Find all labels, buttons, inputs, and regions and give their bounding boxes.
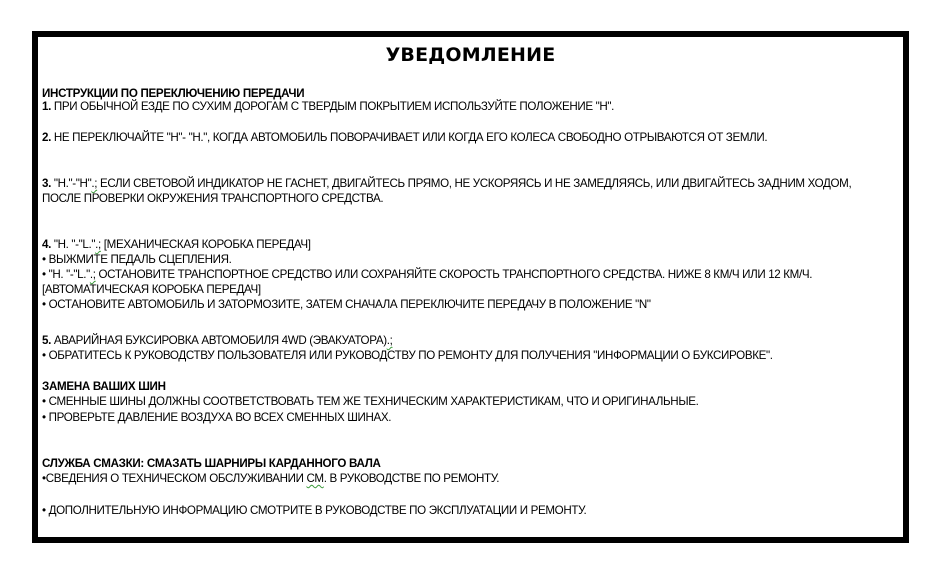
item-mark: .; xyxy=(386,334,393,347)
notice-frame xyxy=(32,31,909,543)
item-text: •СВЕДЕНИЯ О ТЕХНИЧЕСКОМ ОБСЛУЖИВАНИИ xyxy=(42,472,307,485)
shift-item-5-bullet: • ОБРАТИТЕСЬ К РУКОВОДСТВУ ПОЛЬЗОВАТЕЛЯ ИЛИ РУКОВОДСТВУ ПО РЕМОНТУ ДЛЯ ПОЛУЧЕНИЯ "ИНФОРМАЦИИ О БУКСИРОВКЕ". xyxy=(42,349,773,362)
item-text: ПРИ ОБЫЧНОЙ ЕЗДЕ ПО СУХИМ ДОРОГАМ С ТВЕРДЫМ ПОКРЫТИЕМ ИСПОЛЬЗУЙТЕ ПОЛОЖЕНИЕ "H". xyxy=(50,100,615,113)
item-text: АВАРИЙНАЯ БУКСИРОВКА АВТОМОБИЛЯ 4WD (ЭВАКУАТОРА) xyxy=(50,334,387,347)
shift-item-3-line-2: ПОСЛЕ ПРОВЕРКИ ОКРУЖЕНИЯ ТРАНСПОРТНОГО СРЕДСТВА. xyxy=(42,192,384,205)
notice-title: УВЕДОМЛЕНИЕ xyxy=(385,44,556,66)
item-text: ОСТАНОВИТЕ ТРАНСПОРТНОЕ СРЕДСТВО ИЛИ СОХРАНЯЙТЕ СКОРОСТЬ ТРАНСПОРТНОГО СРЕДСТВА. НИЖЕ 8 КМ/Ч ИЛИ 12 КМ/Ч. xyxy=(95,268,813,281)
shift-item-5 xyxy=(42,334,392,348)
item-mark: СМ xyxy=(306,472,324,485)
item-text: [МЕХАНИЧЕСКАЯ КОРОБКА ПЕРЕДАЧ] xyxy=(100,238,311,251)
tires-bullet-2: • ПРОВЕРЬТЕ ДАВЛЕНИЕ ВОЗДУХА ВО ВСЕХ СМЕННЫХ ШИНАХ. xyxy=(42,411,392,424)
shift-item-4-line-1 xyxy=(42,238,311,252)
shift-item-4-bullet-2 xyxy=(42,268,812,282)
shift-item-4-bullet-1: • ВЫЖМИТЕ ПЕДАЛЬ СЦЕПЛЕНИЯ. xyxy=(42,253,232,266)
shift-item-2 xyxy=(42,131,767,145)
item-code: • "H. "-"L." xyxy=(42,268,90,281)
item-text: . В РУКОВОДСТВЕ ПО РЕМОНТУ. xyxy=(323,472,500,485)
section-heading-shift: ИНСТРУКЦИИ ПО ПЕРЕКЛЮЧЕНИЮ ПЕРЕДАЧИ xyxy=(42,87,305,100)
lube-bullet-1 xyxy=(42,472,499,486)
item-number: 1. xyxy=(42,100,51,113)
item-number: 3. xyxy=(42,177,51,190)
item-mark: .; xyxy=(95,238,101,251)
shift-item-4-auto: [АВТОМАТИЧЕСКАЯ КОРОБКА ПЕРЕДАЧ] xyxy=(42,283,261,296)
section-heading-lube: СЛУЖБА СМАЗКИ: СМАЗАТЬ ШАРНИРЫ КАРДАННОГО ВАЛА xyxy=(42,457,381,470)
item-mark: .; xyxy=(89,268,96,281)
lube-bullet-2: • ДОПОЛНИТЕЛЬНУЮ ИНФОРМАЦИЮ СМОТРИТЕ В РУКОВОДСТВЕ ПО ЭКСПЛУАТАЦИИ И РЕМОНТУ. xyxy=(42,504,587,517)
section-heading-tires: ЗАМЕНА ВАШИХ ШИН xyxy=(42,380,166,393)
shift-item-3-line-1 xyxy=(42,177,851,191)
item-text: НЕ ПЕРЕКЛЮЧАЙТЕ "H"- "H.", КОГДА АВТОМОБИЛЬ ПОВОРАЧИВАЕТ ИЛИ КОГДА ЕГО КОЛЕСА СВОБОДНО ОТРЫВАЮТСЯ ОТ ЗЕМЛИ. xyxy=(50,131,768,144)
item-mark: .; xyxy=(91,177,98,190)
item-number: 5. xyxy=(42,334,51,347)
item-code: "H."-"H" xyxy=(50,177,92,190)
tires-bullet-1: • СМЕННЫЕ ШИНЫ ДОЛЖНЫ СООТВЕТСТВОВАТЬ ТЕМ ЖЕ ТЕХНИЧЕСКИМ ХАРАКТЕРИСТИКАМ, ЧТО И ОРИГИНАЛЬНЫЕ. xyxy=(42,395,699,408)
item-code: "H. "-"L." xyxy=(50,238,96,251)
item-number: 2. xyxy=(42,131,51,144)
item-number: 4. xyxy=(42,238,51,251)
item-text: ЕСЛИ СВЕТОВОЙ ИНДИКАТОР НЕ ГАСНЕТ, ДВИГАЙТЕСЬ ПРЯМО, НЕ УСКОРЯЯСЬ И НЕ ЗАМЕДЛЯЯСЬ, ИЛИ ДВИГАЙТЕСЬ ЗАДНИМ ХОДОМ, xyxy=(97,177,852,190)
shift-item-1 xyxy=(42,100,614,114)
shift-item-4-bullet-3: • ОСТАНОВИТЕ АВТОМОБИЛЬ И ЗАТОРМОЗИТЕ, ЗАТЕМ СНАЧАЛА ПЕРЕКЛЮЧИТЕ ПЕРЕДАЧУ В ПОЛОЖЕНИЕ "N" xyxy=(42,298,651,311)
